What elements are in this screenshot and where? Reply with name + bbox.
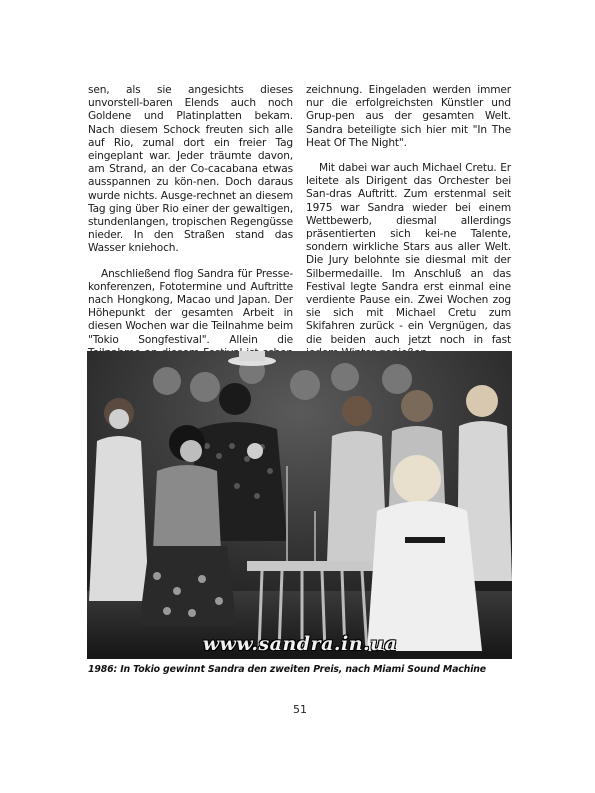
text-column-left [88, 84, 293, 373]
text-column-right [306, 84, 511, 360]
paragraph: Anschließend flog Sandra für Presse-konferenzen, Fototermine und Auftritte nach Hongkong, Macao und Japan. Der Höhepunkt der gesamten Arbeit in diesen Wochen war die Teilnahme beim "Tokio Songfestival". Allein die [88, 267, 293, 346]
page-number: 51 [293, 703, 307, 716]
photo-illustration [87, 351, 512, 659]
paragraph: Mit dabei war auch Michael Cretu. Er leitete als Dirigent das Orchester bei San-dras Auftritt. Zum erstenmal seit 1975 war Sandra wieder bei einem Wettbewerb, diesmal allerdings präsentierten sich kei-ne Talente, sondern wirkliche Stars aus aller Welt. Die Jury belohnte sie diesmal mit der Silbermedaille. Im Anschluß an das Festival legte Sandra erst einmal eine verdiente Pause ein. Zwei Wochen zog sie sich mit Michael Cretu zum Skifahren zurück - ein Vergnügen, das die beiden auch jetzt noch in fast [306, 162, 511, 346]
paragraph: zeichnung. Eingeladen werden immer nur die erfolgreichsten Künstler und Grup-pen aus der gesamten Welt. Sandra beteiligte sich hier mit "In The Heat Of The Night". [306, 84, 511, 149]
watermark: www.sandra.in.ua [202, 633, 398, 655]
photo-caption: 1986: In Tokio gewinnt Sandra den zweiten Preis, nach Miami Sound Machine [88, 664, 486, 675]
stage-photo [87, 351, 512, 659]
paragraph: sen, als sie angesichts dieses unvorstell-baren Elends auch noch Goldene und Platinplatten bekam. Nach diesem Schock freuten sich alle auf Rio, zumal dort ein freier Tag eingeplant war. Jeder träumte davon, am Strand, an der Co-cacabana etwas ausspannen zu kön-nen. Doch daraus wurde nichts. Ausge-rechnet an diesem Tag ging über Rio einer der gewaltigen, stundenlangen, tropischen Regengüsse nieder. In den Straßen stand das Wasser kniehoch. [88, 84, 293, 255]
